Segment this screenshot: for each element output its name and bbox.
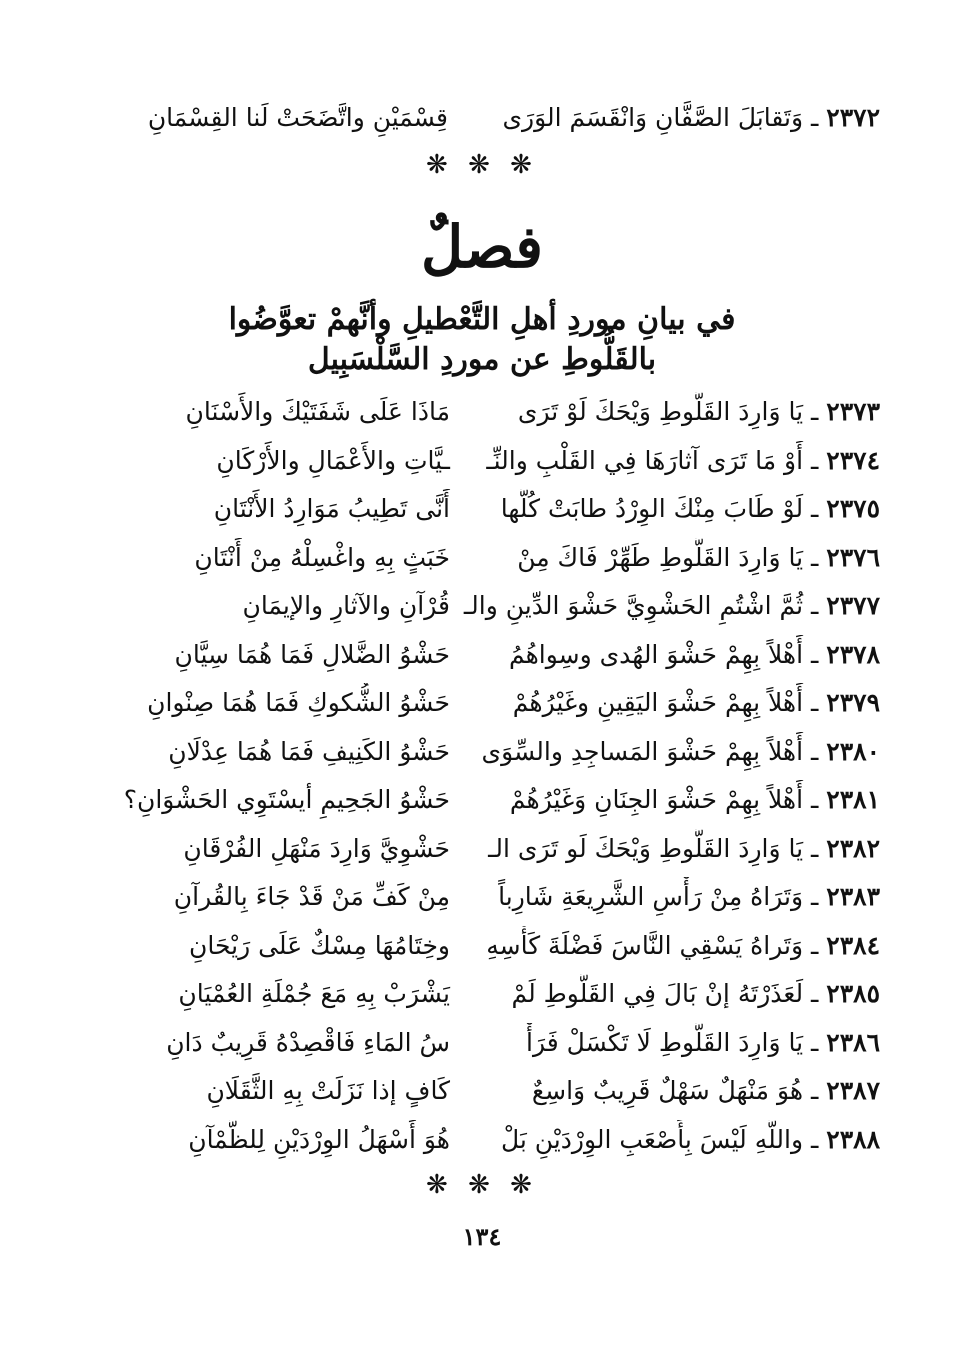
separator-ornament: ❋ ❋ ❋ (426, 150, 538, 180)
verse-number: ٢٣٨٣ (826, 882, 880, 911)
verse-sadr (486, 926, 880, 966)
hemistich-second: كَافٍ إذا نَزَلَتْ بِهِ الثَّقَلَانِ (206, 1076, 450, 1105)
verse-ajuz (186, 392, 450, 432)
dash: ـ (803, 1076, 827, 1105)
hemistich-first: يَا وَارِدَ القَلُّوطِ وَيْحَكَ لَوْ تَرَى (517, 397, 804, 426)
verse-sadr (526, 1023, 880, 1063)
dash: ـ (803, 930, 827, 960)
dash: ـ (803, 979, 827, 1008)
verse-number: ٢٣٨٠ (826, 736, 880, 766)
verse-row (80, 877, 880, 917)
hemistich-first: أَهْلاً بِهِمْ حَشْوَ الهُدى وسِواهُمُ (508, 639, 804, 669)
verse-number: ٢٣٨٤ (826, 930, 880, 960)
verse-sadr (509, 635, 880, 675)
verse-number: ٢٣٨٥ (826, 979, 880, 1008)
hemistich-second: هُوَ أَسْهَلُ الوِرْدَيْنِ لِلظَّمْآنِ (188, 1124, 450, 1154)
verse-row (80, 1023, 880, 1063)
dash: ـ (803, 736, 827, 766)
dash: ـ (803, 1027, 827, 1057)
hemistich-second: يَشْرَبْ بِهِ مَعَ جُمْلَةِ العُمْيَانِ (178, 979, 450, 1008)
dash: ـ (803, 397, 827, 426)
verse-sadr (482, 732, 881, 772)
hemistich-first: أَوْ مَا تَرَى آثارَهَا فِي القَلْبِ والنِّـ (486, 445, 804, 475)
verse-row (80, 732, 880, 772)
verse-row (80, 441, 880, 481)
bottom-separator-ornament: ❋ ❋ ❋ (426, 1170, 538, 1200)
hemistich-first: لَوْ طَابَ مِنْكَ الوِرْدُ طابَتْ كُلُّها (500, 494, 804, 523)
hemistich-first: وَتَراهُ يَسْقِي النَّاسَ فَضْلَةَ كَأْسِهِ (486, 930, 804, 960)
verse-ajuz (183, 829, 450, 869)
hemistich-second: مَاذَا عَلَى شَفَتَيْكَ والأَسْنَانِ (185, 397, 450, 426)
hemistich-first: أَهْلاً بِهِمْ حَشْوَ الجِنَانِ وَغَيْرُهُمْ (509, 785, 804, 814)
hemistich-second: وخِتَامُهَا مِسْكٌ عَلَى رَيْحَانِ (189, 930, 450, 960)
hemistich-first: أَهْلاً بِهِمْ حَشْوَ اليَقِينِ وغَيْرُهُمْ (512, 688, 804, 717)
verse-sadr (517, 538, 880, 578)
hemistich-second: سُ المَاءِ فَاقْصِدْهُ قَرِيبٌ دَانِ (166, 1027, 450, 1057)
verse-sadr (511, 974, 880, 1014)
verse-row (80, 586, 880, 626)
dash: ـ (803, 591, 827, 620)
hemistich-second: حَشْوُ الضَّلالِ فَمَا هُمَا سِيَّانِ (174, 639, 450, 669)
top-verse (80, 98, 880, 138)
dash: ـ (803, 688, 827, 717)
verse-number: ٢٣٧٦ (826, 542, 880, 572)
verse-ajuz (216, 441, 450, 481)
verse-row (80, 489, 880, 529)
hemistich-first: هُوَ مَنْهَلٌ سَهْلٌ قَرِيبٌ وَاسِعٌ (531, 1076, 804, 1105)
verse-number: ٢٣٧٣ (826, 397, 880, 426)
hemistich-second: حَشْوُ الكَنِيفِ فَمَا هُمَا عِدْلَانِ (168, 736, 450, 766)
verse-row (80, 635, 880, 675)
verse-row (80, 926, 880, 966)
dash: ـ (803, 882, 827, 911)
verse-ajuz (174, 877, 450, 917)
hemistich-first: يَا وَارِدَ القَلُّوطِ وَيْحَكَ لَو تَرَى الـ (488, 833, 804, 863)
verse-number: ٢٣٨٦ (826, 1027, 880, 1057)
chapter-heading-line-2: بالقَلُّوطِ عن موردِ السَّلْسَبِيل (307, 342, 657, 377)
hemistich-first: ثُمَّ اشْتُمِ الحَشْوِيَّ حَشْوَ الدِّينِ والـ (463, 591, 804, 620)
hemistich-first: واللَّهِ لَيْسَ بِأَصْعَبِ الوِرْدَيْنِ بَلْ (500, 1124, 804, 1154)
hemistich-second: ـيَّاتِ والأَعْمَالِ والأَرْكَانِ (216, 445, 450, 475)
dash: ـ (803, 445, 827, 475)
verse-row (80, 829, 880, 869)
verse-row (80, 1120, 880, 1160)
dash: ـ (803, 542, 827, 572)
verse-row (80, 1071, 880, 1111)
page-number: ١٣٤ (462, 1222, 502, 1251)
hemistich-second: حَشْوُ الشُّكوكِ فَمَا هُمَا صِنْوانِ (147, 688, 450, 717)
hemistich-second: حَشْوِيَّ وَارِدَ مَنْهَلِ الفُرْقَانِ (183, 833, 450, 863)
verse-number: ٢٣٧٢ (826, 103, 880, 132)
section-title: فصلٌ (421, 213, 543, 281)
verse-sadr (501, 1120, 880, 1160)
verse-ajuz (124, 780, 450, 820)
verse-sadr (513, 683, 880, 723)
hemistich-first: يَا وَارِدَ القَلُّوطِ لَا تَكْسَلْ فَرَأْ (526, 1027, 804, 1057)
verse-row (80, 538, 880, 578)
dash: ـ (803, 833, 827, 863)
verse-ajuz (147, 683, 450, 723)
top-verse-sadr (502, 98, 880, 138)
verse-sadr (498, 877, 880, 917)
dash: ـ (803, 639, 827, 669)
verse-ajuz (188, 1120, 450, 1160)
verse-sadr (518, 392, 880, 432)
hemistich-second: خَبَثٍ بِهِ واغْسِلْهُ مِنْ أَنْتَانِ (194, 542, 450, 572)
verse-ajuz (206, 1071, 450, 1111)
verse-number: ٢٣٨٢ (826, 833, 880, 863)
chapter-heading-line-1: في بيانِ موردِ أهلِ التَّعْطيلِ وأنَّهمْ تعوَّضُوا (228, 302, 736, 337)
verse-ajuz (168, 732, 450, 772)
verse-ajuz (189, 926, 450, 966)
verse-ajuz (178, 974, 450, 1014)
verse-number: ٢٣٧٤ (826, 445, 880, 475)
verse-ajuz (214, 489, 450, 529)
hemistich-second: قُرْآنِ والآثارِ والإيمَانِ (242, 591, 450, 620)
verse-row (80, 974, 880, 1014)
verse-number: ٢٣٨٨ (826, 1124, 880, 1154)
verse-ajuz (242, 586, 450, 626)
hemistich-second: حَشْوُ الجَحِيمِ أيسْتَوِي الحَشْوَانِ؟ (123, 785, 450, 814)
verse-sadr (486, 441, 880, 481)
verse-ajuz (166, 1023, 450, 1063)
verse-number: ٢٣٨١ (826, 785, 880, 814)
verse-sadr (464, 586, 880, 626)
verse-sadr (501, 489, 880, 529)
verse-ajuz (194, 538, 450, 578)
hemistich-second: مِنْ كَفِّ مَنْ قَدْ جَاءَ بِالقُرآنِ (173, 882, 450, 911)
verse-row (80, 683, 880, 723)
verse-ajuz (174, 635, 450, 675)
verse-number: ٢٣٨٧ (826, 1076, 880, 1105)
verse-sadr (488, 829, 880, 869)
verse-sadr (510, 780, 880, 820)
hemistich-first: وَتَرَاهُ مِنْ رَأْسِ الشَّرِيعَةِ شَارِباً (498, 882, 804, 911)
dash: ـ (803, 785, 827, 814)
hemistich-first: أَهْلاً بِهِمْ حَشْوَ المَساجِدِ والسِّوَى (481, 736, 804, 766)
verses-list (0, 392, 964, 1162)
dash: ـ (803, 494, 827, 523)
hemistich-first: يَا وَارِدَ القَلُّوطِ طَهِّرْ فَاكَ مِنْ (517, 542, 804, 572)
dash: ـ (803, 103, 819, 132)
verse-number: ٢٣٧٥ (826, 494, 880, 523)
dash: ـ (803, 1124, 827, 1154)
hemistich-second: قِسْمَيْنِ واتَّضَحَتْ لَنا القِسْمَانِ (147, 103, 448, 132)
verse-sadr (532, 1071, 880, 1111)
verse-number: ٢٣٧٧ (826, 591, 880, 620)
verse-row (80, 780, 880, 820)
verse-number: ٢٣٧٨ (826, 639, 880, 669)
hemistich-first: لَعَذَرْتَهُ إنْ بَالَ فِي القَلُّوطِ لَمْ (511, 979, 804, 1008)
hemistich-second: أَنَّى تَطِيبُ مَوَارِدُ الأَنْتَانِ (213, 494, 450, 523)
top-verse-ajuz (148, 98, 448, 138)
verse-number: ٢٣٧٩ (826, 688, 880, 717)
hemistich-first: وَتَقابَلَ الصَّفَّانِ وَانْقَسَمَ الوَرَى (502, 103, 804, 132)
verse-row (80, 392, 880, 432)
